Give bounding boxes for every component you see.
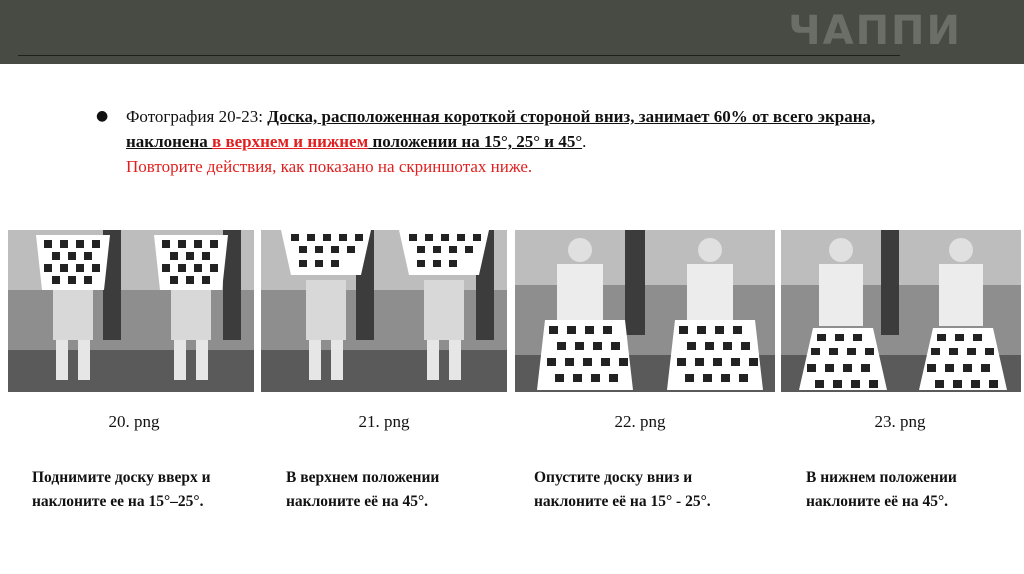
caption-20: 20. png <box>108 412 160 431</box>
instruction-20: Поднимите доску вверх и наклоните ее на 15°–25°. <box>32 469 211 510</box>
screenshot-22-image <box>515 230 775 392</box>
header-divider <box>18 55 900 56</box>
bullet-period: . <box>582 132 587 151</box>
instruction-21: В верхнем положении наклоните её на 45°. <box>286 469 440 510</box>
header-bar <box>0 0 1024 64</box>
screenshot-23-image <box>781 230 1021 392</box>
screenshot-20-image <box>8 230 254 392</box>
bullet-underlined-text-2: положении на 15°, 25° и 45° <box>368 132 583 151</box>
brand-logo: ЧАППИ <box>788 8 962 54</box>
bullet-red-underlined-text: в верхнем и нижнем <box>212 132 369 151</box>
instruction-22: Опустите доску вниз и наклоните её на 15° - 25°. <box>534 469 711 510</box>
bullet-underlined-text: Доска, расположенная короткой стороной вниз, занимает 60% от всего экрана, наклонена <box>126 107 876 151</box>
caption-23: 23. png <box>874 412 926 431</box>
bullet-prefix: Фотография 20-23: <box>126 107 268 126</box>
instruction-23: В нижнем положении наклоните её на 45°. <box>806 469 957 510</box>
caption-21: 21. png <box>358 412 410 431</box>
screenshot-21-image <box>261 230 507 392</box>
bullet-dot-icon: ● <box>96 108 109 124</box>
bullet-red-line: Повторите действия, как показано на скриншотах ниже. <box>126 157 533 176</box>
bullet-text <box>126 104 926 179</box>
caption-22: 22. png <box>614 412 666 431</box>
